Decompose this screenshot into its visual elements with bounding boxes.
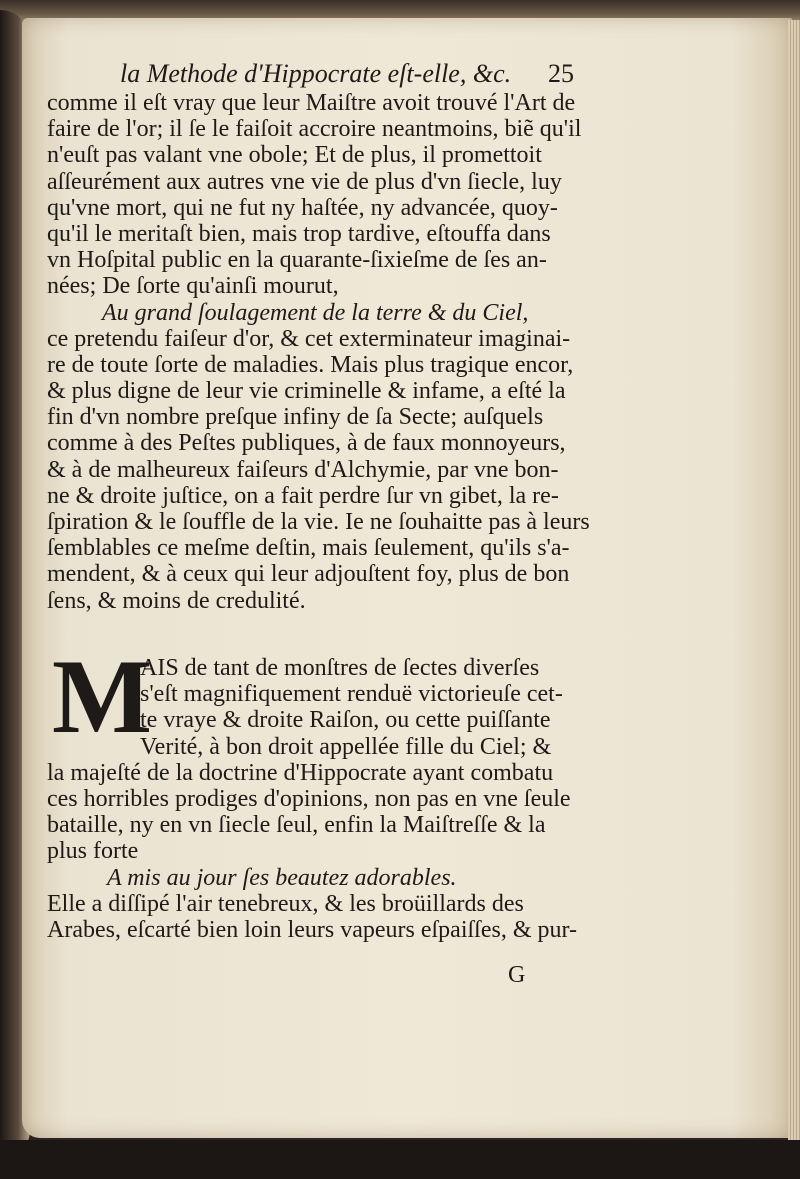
text-line: la majeſté de la doctrine d'Hippocrate ayant combatu (47, 759, 554, 786)
text-line: plus forte (47, 838, 139, 865)
text-line: comme il eſt vray que leur Maiſtre avoit trouvé l'Art de (47, 90, 576, 116)
paragraph-1 (47, 90, 590, 614)
text-line: comme à des Peſtes publiques, à de faux monnoyeurs, (47, 430, 566, 457)
text-line: AIS de tant de monſtres de ſectes diverſes (140, 655, 540, 681)
text-line: s'eſt magnifiquement renduë victorieuſe cet- (140, 681, 563, 708)
text-line: faire de l'or; il ſe le faiſoit accroire neantmoins, biẽ qu'il (47, 116, 582, 143)
text-line: ce pretendu faiſeur d'or, & cet exterminateur imaginai- (47, 325, 571, 352)
text-line: re de toute ſorte de maladies. Mais plus tragique encor, (47, 351, 574, 378)
text-line: fin d'vn nombre preſque infiny de ſa Secte; auſquels (47, 404, 544, 431)
text-line: bataille, ny en vn ſiecle ſeul, enfin la Maiſtreſſe & la (47, 812, 546, 839)
paragraph-2 (47, 655, 587, 943)
verse-quote: Au grand ſoulagement de la terre & du Ciel, (102, 299, 529, 326)
text-line: qu'vne mort, qui ne fut ny haſtée, ny advancée, quoy- (47, 194, 558, 221)
drop-cap: M (52, 638, 153, 755)
text-line: ces horribles prodiges d'opinions, non pas en vne ſeule (47, 785, 571, 812)
verse-quote: A mis au jour ſes beautez adorables. (107, 864, 457, 891)
text-line: Verité, à bon droit appellée fille du Ciel; & (140, 733, 552, 760)
text-line: & plus digne de leur vie criminelle & infame, a eſté la (47, 378, 566, 405)
text-line: mendent, & à ceux qui leur adjouſtent foy, plus de bon (47, 561, 570, 588)
bottom-shadow (0, 1140, 800, 1179)
text-line: ſens, & moins de credulité. (47, 587, 306, 614)
text-line: nées; De ſorte qu'ainſi mourut, (47, 273, 339, 300)
text-line: te vraye & droite Raiſon, ou cette puiſſante (140, 707, 551, 734)
text-line: Elle a diſſipé l'air tenebreux, & les broüillards des (47, 890, 524, 917)
text-line: aſſeurément aux autres vne vie de plus d'vn ſiecle, luy (47, 168, 562, 195)
text-line: Arabes, eſcarté bien loin leurs vapeurs eſpaiſſes, & pur- (47, 916, 577, 943)
text-line: qu'il le meritaſt bien, mais trop tardive, eſtouffa dans (47, 220, 551, 247)
running-head: la Methode d'Hippocrate eſt-elle, &c. (120, 59, 512, 88)
text-line: ne & droite juſtice, on a fait perdre ſur vn gibet, la re- (47, 482, 559, 509)
text-line: vn Hoſpital public en la quarante-ſixieſme de ſes an- (47, 247, 547, 274)
page-number: 25 (548, 59, 574, 88)
page-stack-edge (788, 20, 800, 1145)
text-line: n'euſt pas valant vne obole; Et de plus, il promettoit (47, 142, 542, 169)
text-line: ſemblables ce meſme deſtin, mais ſeulement, qu'ils s'a- (47, 535, 570, 562)
signature-mark: G (508, 962, 526, 988)
text-line: ſpiration & le ſouffle de la vie. Ie ne ſouhaitte pas à leurs (47, 509, 590, 535)
text-line: & à de malheureux faiſeurs d'Alchymie, par vne bon- (47, 456, 559, 483)
